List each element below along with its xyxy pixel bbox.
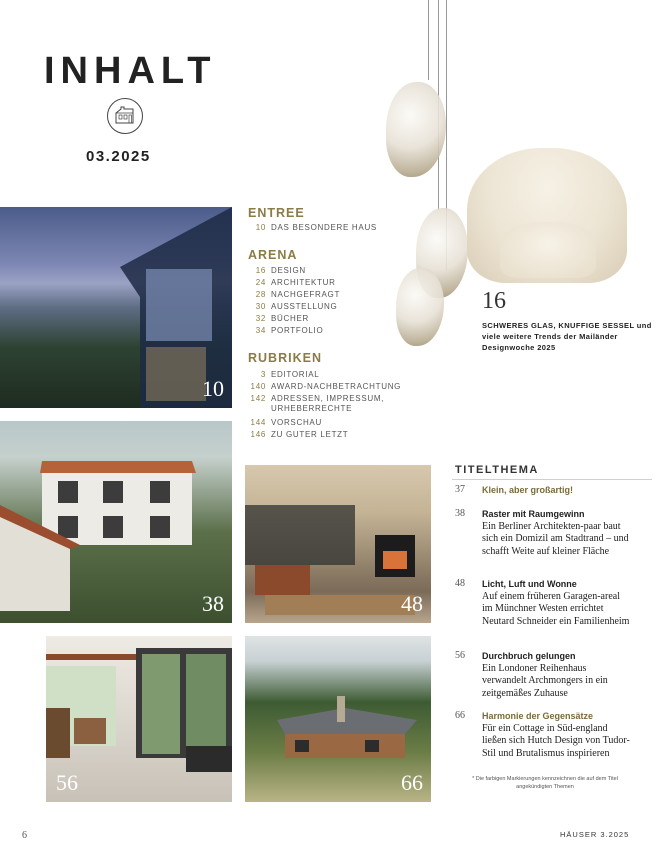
footnote: * Die farbigen Markierungen kennzeichnen die auf dem Titel angekündigten Themen — [472, 776, 618, 790]
toc-page: 146 — [250, 430, 266, 439]
toc-label: DAS BESONDERE HAUS — [271, 223, 377, 232]
article-headline: Klein, aber großartig! — [482, 485, 574, 495]
toc-label: ARCHITEKTUR — [271, 278, 336, 287]
toc-item[interactable] — [248, 223, 418, 233]
titelthema-item[interactable] — [455, 484, 630, 498]
article-headline: Licht, Luft und Wonne — [482, 579, 577, 589]
article-page: 37 — [455, 484, 465, 495]
toc-page: 16 — [255, 266, 266, 275]
photo-cottage-wiese — [245, 636, 431, 802]
glass-lamp — [386, 82, 446, 177]
toc-label: ADRESSEN, IMPRESSUM, URHEBERRECHTE — [271, 394, 385, 413]
titelthema-item[interactable] — [455, 650, 630, 700]
toc-page: 140 — [250, 382, 266, 391]
toc-item[interactable] — [248, 290, 418, 300]
house-icon — [107, 98, 143, 134]
toc-label: AUSSTELLUNG — [271, 302, 338, 311]
toc-label: BÜCHER — [271, 314, 309, 323]
toc-label: NACHGEFRAGT — [271, 290, 341, 299]
toc-item[interactable] — [248, 302, 418, 312]
feature-page-number: 16 — [482, 288, 506, 314]
toc-page: 144 — [250, 418, 266, 427]
toc-page: 142 — [250, 394, 266, 403]
toc-item[interactable] — [248, 382, 418, 392]
toc-item[interactable] — [248, 278, 418, 288]
toc-item[interactable] — [248, 430, 418, 440]
photo-page-number: 10 — [202, 376, 224, 401]
photo-haus-zimmer-nacht — [0, 207, 232, 408]
section-arena: ARENA — [248, 248, 298, 262]
armchair-seat — [500, 222, 596, 278]
photo-page-number: 48 — [401, 591, 423, 616]
toc-item[interactable] — [248, 370, 418, 380]
toc-label: AWARD-NACHBETRACHTUNG — [271, 382, 402, 391]
photo-page-number: 56 — [56, 770, 78, 795]
toc-page: 10 — [255, 223, 266, 232]
toc-item[interactable] — [248, 418, 418, 428]
article-teaser: Für ein Cottage in Süd-england ließen sich Hutch Design von Tudor-Stil und Brutalismus inspirieren — [482, 722, 630, 759]
toc-item[interactable] — [248, 314, 418, 324]
article-headline: Raster mit Raumgewinn — [482, 509, 585, 519]
section-titelthema: TITELTHEMA — [455, 464, 539, 476]
article-teaser: Auf einem früheren Garagen-areal im Münchner Westen errichtet Neutard Schneider ein Familienheim — [482, 590, 630, 627]
photo-londoner-wohnraum — [46, 636, 232, 802]
article-page: 56 — [455, 650, 465, 661]
divider — [452, 479, 652, 480]
toc-item[interactable] — [248, 266, 418, 276]
toc-page: 30 — [255, 302, 266, 311]
titelthema-item[interactable] — [455, 508, 630, 558]
photo-page-number: 66 — [401, 770, 423, 795]
magazine-issue: HÄUSER 3.2025 — [560, 830, 630, 839]
toc-page: 34 — [255, 326, 266, 335]
article-headline: Harmonie der Gegensätze — [482, 711, 594, 721]
titelthema-item[interactable] — [455, 578, 630, 628]
page-title: INHALT — [44, 50, 217, 92]
toc-item[interactable] — [248, 394, 418, 414]
lamp-wire — [428, 0, 429, 80]
photo-haus-weiss-garten — [0, 421, 232, 623]
section-rubriken: RUBRIKEN — [248, 351, 322, 365]
toc-label: VORSCHAU — [271, 418, 322, 427]
article-page: 38 — [455, 508, 465, 519]
article-teaser: Ein Berliner Architekten-paar baut sich ein Domizil am Stadtrand – und schafft Weite auf kleiner Fläche — [482, 520, 629, 557]
photo-wohnzimmer-kamin — [245, 465, 431, 623]
toc-item[interactable] — [248, 326, 418, 336]
article-page: 48 — [455, 578, 465, 589]
titelthema-item[interactable] — [455, 710, 630, 760]
toc-label: PORTFOLIO — [271, 326, 324, 335]
toc-page: 24 — [255, 278, 266, 287]
toc-page: 3 — [260, 370, 266, 379]
toc-label: ZU GUTER LETZT — [271, 430, 349, 439]
section-entree: ENTREE — [248, 206, 305, 220]
article-page: 66 — [455, 710, 465, 721]
article-teaser: Ein Londoner Reihenhaus verwandelt Archmongers in ein zeitgemäßes Zuhause — [482, 662, 608, 699]
page-number: 6 — [22, 830, 27, 841]
toc-label: DESIGN — [271, 266, 306, 275]
feature-caption: SCHWERES GLAS, KNUFFIGE SESSEL und viele weitere Trends der Mailänder Designwoche 2025 — [482, 321, 652, 352]
toc-page: 32 — [255, 314, 266, 323]
article-headline: Durchbruch gelungen — [482, 651, 576, 661]
toc-label: EDITORIAL — [271, 370, 320, 379]
toc-page: 28 — [255, 290, 266, 299]
issue-number: 03.2025 — [86, 148, 151, 165]
photo-page-number: 38 — [202, 591, 224, 616]
